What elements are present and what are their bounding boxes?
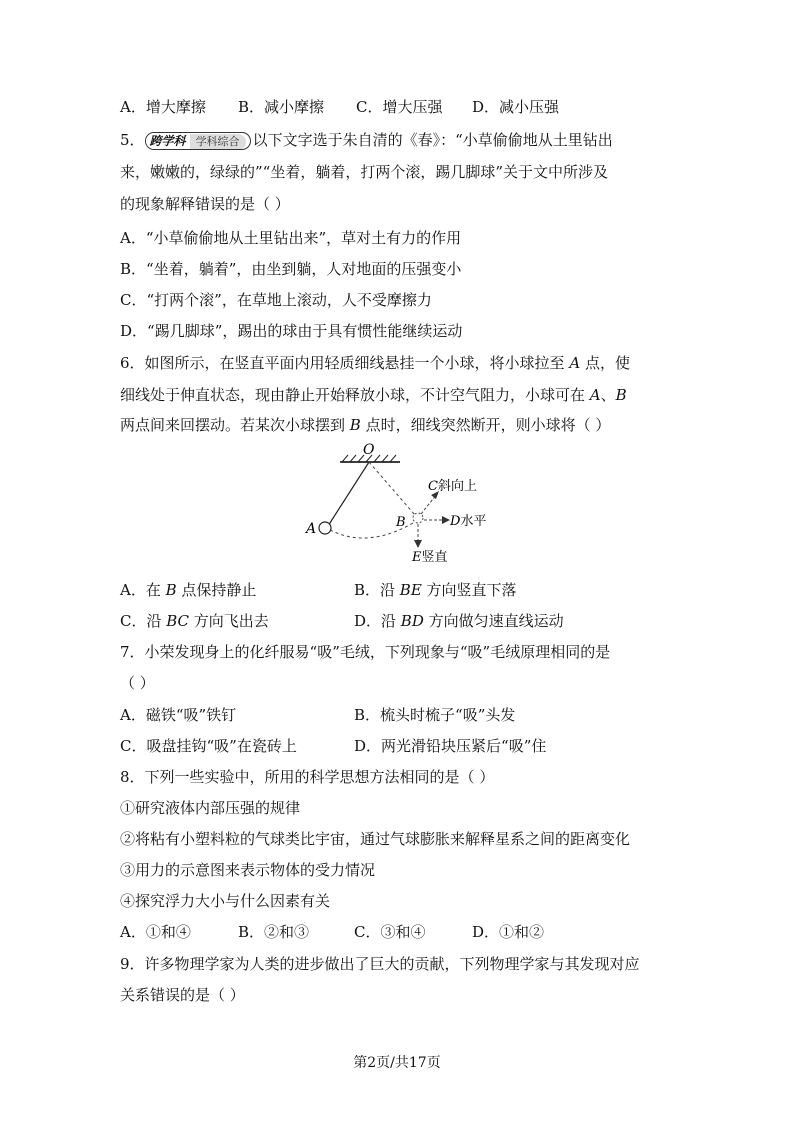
label-e: E竖直 [412, 550, 448, 565]
q7-options-row-1 [120, 705, 515, 725]
q6-options-row-2 [120, 611, 564, 631]
q8-option-c: C．③和④ [354, 923, 426, 941]
label-b: B [396, 515, 406, 530]
q5-option-c: C．“打两个滚”，在草地上滚动，人不受摩擦力 [120, 291, 432, 309]
q4-options [120, 97, 559, 117]
q7-option-c: C．吸盘挂钩“吸”在瓷砖上 [120, 737, 297, 755]
q4-option-c: C．增大压强 [356, 98, 443, 116]
arrowhead-e [414, 540, 422, 548]
label-o: O [363, 442, 375, 458]
q7-line-2: （ ） [120, 674, 155, 692]
ball-b [413, 513, 423, 523]
q7-line-1: 7．小荣发现身上的化纤服易“吸”毛绒，下列现象与“吸”毛绒原理相同的是 [120, 643, 611, 661]
q5-number: 5． [120, 131, 145, 149]
q6-line-1: 6．如图所示，在竖直平面内用轻质细线悬挂一个小球，将小球拉至 A 点，使 [120, 354, 630, 372]
q8-item-1: ①研究液体内部压强的规律 [120, 799, 301, 817]
q7-options-row-2 [120, 736, 546, 756]
ball-a [319, 522, 331, 534]
q8-options [120, 922, 544, 942]
q6-options-row-1 [120, 580, 517, 600]
q4-option-d: D．减小压强 [472, 98, 560, 116]
q5-line-3: 的现象解释错误的是（ ） [120, 195, 290, 213]
arrowhead-d [442, 516, 450, 524]
label-c: C斜向上 [428, 479, 477, 494]
q5-line-2: 来，嫩嫩的，绿绿的”“坐着，躺着，打两个滚，踢几脚球”关于文中所涉及 [120, 163, 609, 181]
q6-line-3: 两点间来回摆动。若某次小球摆到 B 点时，细线突然断开，则小球将（ ） [120, 416, 611, 434]
q7-option-b: B．梳头时梳子“吸”头发 [354, 706, 516, 724]
string-ob-dashed [369, 462, 415, 515]
q6-option-b: B．沿 BE 方向竖直下落 [354, 581, 517, 599]
pendulum-diagram [300, 440, 530, 565]
label-d: D水平 [450, 514, 487, 529]
q8-item-3: ③用力的示意图来表示物体的受力情况 [120, 861, 376, 879]
cross-discipline-tag: 跨学科 学科综合 [145, 132, 251, 150]
q5-option-b: B．“坐着，躺着”，由坐到躺，人对地面的压强变小 [120, 260, 462, 278]
q8-option-a: A．①和④ [120, 923, 191, 941]
q5-line-1: 5． 跨学科 学科综合 以下文字选于朱自清的《春》：“小草偷偷地从土里钻出 [120, 131, 613, 149]
page-number: 第2页/共17页 [353, 1055, 441, 1071]
q6-line-2: 细线处于伸直状态，现由静止开始释放小球，不计空气阻力，小球可在 A、B [120, 386, 627, 404]
label-a: A [306, 521, 317, 537]
q5-option-a: A．“小草偷偷地从土里钻出来”，草对土有力的作用 [120, 229, 462, 247]
q7-option-a: A．磁铁“吸”铁钉 [120, 706, 237, 724]
q4-option-a: A．增大摩擦 [120, 98, 206, 116]
q8-item-4: ④探究浮力大小与什么因素有关 [120, 892, 331, 910]
q6-option-a: A．在 B 点保持静止 [120, 581, 257, 599]
string-oa [328, 462, 369, 526]
q8-option-b: B．②和③ [238, 923, 310, 941]
q4-option-b: B．减小摩擦 [238, 98, 325, 116]
q8-option-d: D．①和② [472, 923, 545, 941]
q6-option-c: C．沿 BC 方向飞出去 [120, 612, 269, 630]
q6-option-d: D．沿 BD 方向做匀速直线运动 [354, 612, 564, 630]
q7-option-d: D．两光滑铅块压紧后“吸”住 [354, 737, 547, 755]
q8-line-1: 8．下列一些实验中，所用的科学思想方法相同的是（ ） [120, 768, 495, 786]
q9-line-2: 关系错误的是（ ） [120, 986, 245, 1004]
q9-line-1: 9．许多物理学家为人类的进步做出了巨大的贡献，下列物理学家与其发现对应 [120, 955, 640, 973]
q8-item-2: ②将粘有小塑料粒的气球类比宇宙，通过气球膨胀来解释星系之间的距离变化 [120, 830, 631, 848]
q5-option-d: D．“踢几脚球”，踢出的球由于具有惯性能继续运动 [120, 322, 463, 340]
